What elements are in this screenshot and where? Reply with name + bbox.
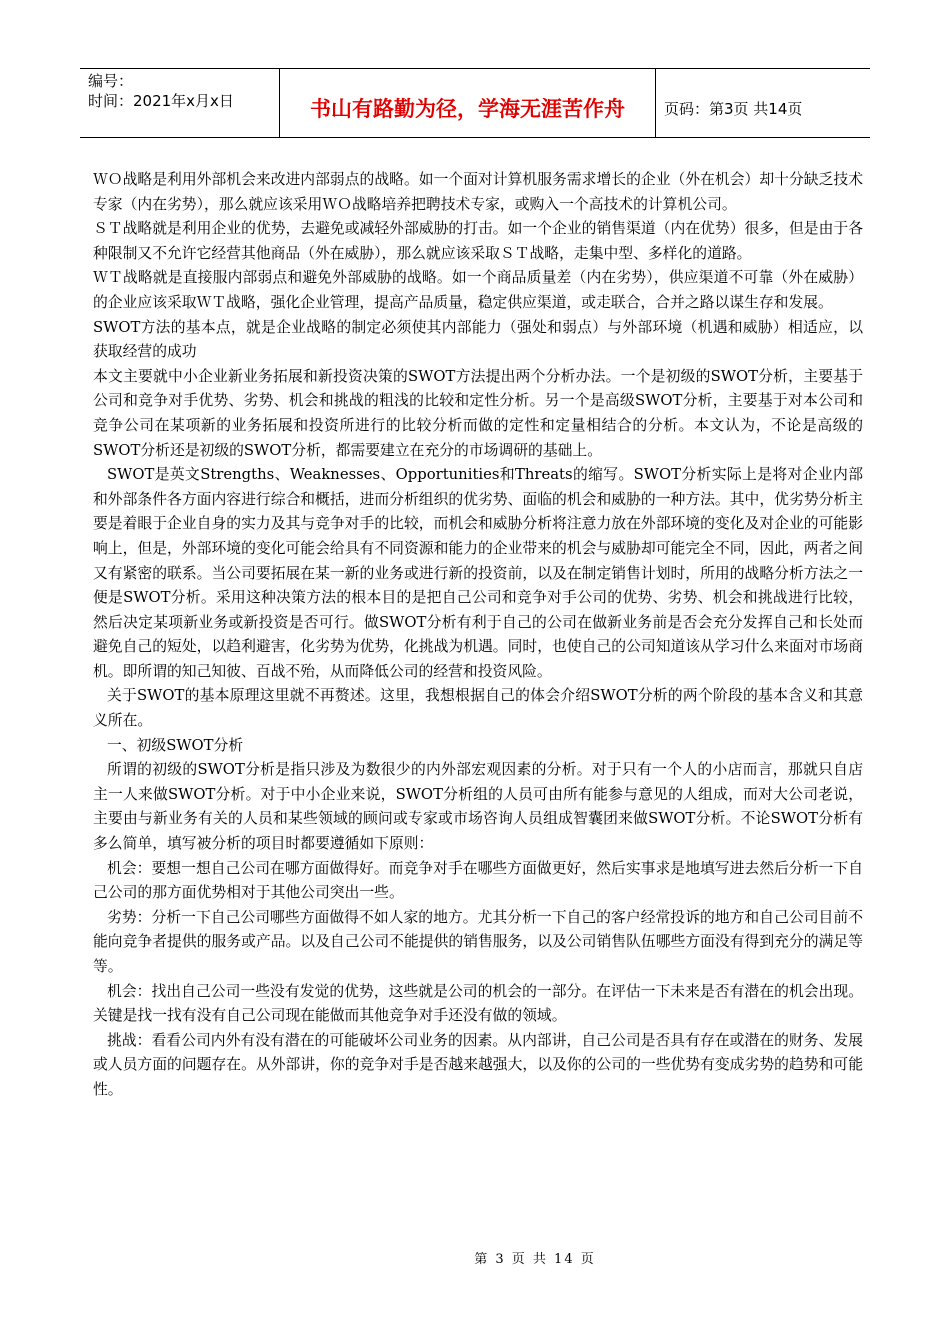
header-motto: 书山有路勤为径，学海无涯苦作舟	[280, 69, 656, 137]
paragraph: 挑战：看看公司内外有没有潜在的可能破坏公司业务的因素。从内部讲，自己公司是否具有存在或潜在的财务、发展或人员方面的问题存在。从外部讲，你的竞争对手是否越来越强大，以及你的公司的一些优势有变成劣势的趋势和可能性。	[93, 1031, 863, 1098]
paragraph: SWOT是英文Strengths、Weaknesses、Opportunities和Threats的缩写。SWOT分析实际上是将对企业内部和外部条件各方面内容进行综合和概括，进而分析组织的优劣势、面临的机会和威胁的一种方法。其中，优劣势分析主要是着眼于企业自身的实力及其与竞争对手的比较，而机会和威胁分析将注意力放在外部环境的变化及对企业的可能影响上，但是，外部环境的变化可能会给具有不同资源和能力的企业带来的机会与威胁却可能完全不同，因此，两者之间又有紧密的联系。当公司要拓展在某一新的业务或进行新的投资前，以及在制定销售计划时，所用的战略分析方法之一便是SWOT分析。采用这种决策方法的根本目的是把自己公司和竞争对手公司的优势、劣势、机会和挑战进行比较，然后决定某项新业务或新投资是否可行。做SWOT分析有利于自己的公司在做新业务前是否会充分发挥自己和长处而 避免自己的短处，以趋利避害，化劣势为优势，化挑战为机遇。同时，也使自己的公司知道该从学习什么来面对市场商机。即所谓的知己知彼、百战不殆，从而降低公司的经营和投资风险。	[93, 466, 878, 680]
document-number-label: 编号：	[88, 72, 134, 90]
header-page-number: 页码：第3页 共14页	[664, 99, 803, 118]
paragraph: 所谓的初级的SWOT分析是指只涉及为数很少的内外部宏观因素的分析。对于只有一个人的小店而言，那就只自店主一人来做SWOT分析。对于中小企业来说，SWOT分析组的人员可由所有能参与意见的人组成，而对大公司老说，主要由与新业务有关的人员和某些领域的顾问或专家或市场咨询人员组成智囊团来做SWOT分析。不论SWOT分析有多么简单，填写被分析的项目时都要遵循如下原则：	[93, 761, 863, 853]
document-body	[93, 168, 878, 1103]
paragraph: 本文主要就中小企业新业务拓展和新投资决策的SWOT方法提出两个分析办法。一个是初级的SWOT分析，主要基于公司和竞争对手优势、劣势、机会和挑战的粗浅的比较和定性分析。另一个是高级SWOT分析，主要基于对本公司和竞争公司在某项新的业务拓展和投资所进行的比较分析而做的定性和定量相结合的分析。本文认为，不论是高级的SWOT分析还是初级的SWOT分析，都需要建立在充分的市场调研的基础上。	[93, 367, 863, 459]
paragraph: 机会：找出自己公司一些没有发觉的优势，这些就是公司的机会的一部分。在评估一下未来是否有潜在的机会出现。关键是找一找有没有自己公司现在能做而其他竞争对手还没有做的领域。	[93, 982, 863, 1025]
page-footer	[0, 1248, 950, 1267]
document-time-label: 时间：2021年x月x日	[88, 92, 234, 110]
section-heading: 一、初级SWOT分析	[107, 736, 244, 754]
footer-page-number: 第 3 页 共 14 页	[474, 1252, 596, 1267]
paragraph: ＳＴ战略就是利用企业的优势，去避免或减轻外部威胁的打击。如一个企业的销售渠道（内在优势）很多，但是由于各种限制又不允许它经营其他商品（外在威胁），那么就应该采取ＳＴ战略，走集中型、多样化的道路。	[93, 220, 863, 262]
paragraph: SWOT方法的基本点，就是企业战略的制定必须使其内部能力（强处和弱点）与外部环境（机遇和威胁）相适应，以获取经营的成功	[93, 318, 863, 361]
paragraph: ＷＯ战略是利用外部机会来改进内部弱点的战略。如一个面对计算机服务需求增长的企业（外在机会）却十分缺乏技术专家（内在劣势），那么就应该采用ＷＯ战略培养把聘技术专家，或购入一个高技术的计算机公司。	[93, 171, 863, 213]
paragraph: ＷＴ战略就是直接服内部弱点和避免外部威胁的战略。如一个商品质量差（内在劣势），供应渠道不可靠（外在威胁）的企业应该采取ＷＴ战略，强化企业管理，提高产品质量，稳定供应渠道，或走联合，合并之路以谋生存和发展。	[93, 269, 863, 311]
paragraph: 关于SWOT的基本原理这里就不再赘述。这里，我想根据自己的体会介绍SWOT分析的两个阶段的基本含义和其意义所在。	[93, 687, 863, 730]
page-header	[80, 68, 870, 138]
paragraph: 劣势：分析一下自己公司哪些方面做得不如人家的地方。尤其分析一下自己的客户经常投诉的地方和自己公司目前不能向竞争者提供的服务或产品。以及自己公司不能提供的销售服务，以及公司销售队伍哪些方面没有得到充分的满足等等。	[93, 908, 863, 975]
header-meta	[80, 69, 280, 137]
paragraph: 机会：要想一想自己公司在哪方面做得好。而竞争对手在哪些方面做更好，然后实事求是地填写进去然后分析一下自己公司的那方面优势相对于其他公司突出一些。	[93, 859, 863, 902]
